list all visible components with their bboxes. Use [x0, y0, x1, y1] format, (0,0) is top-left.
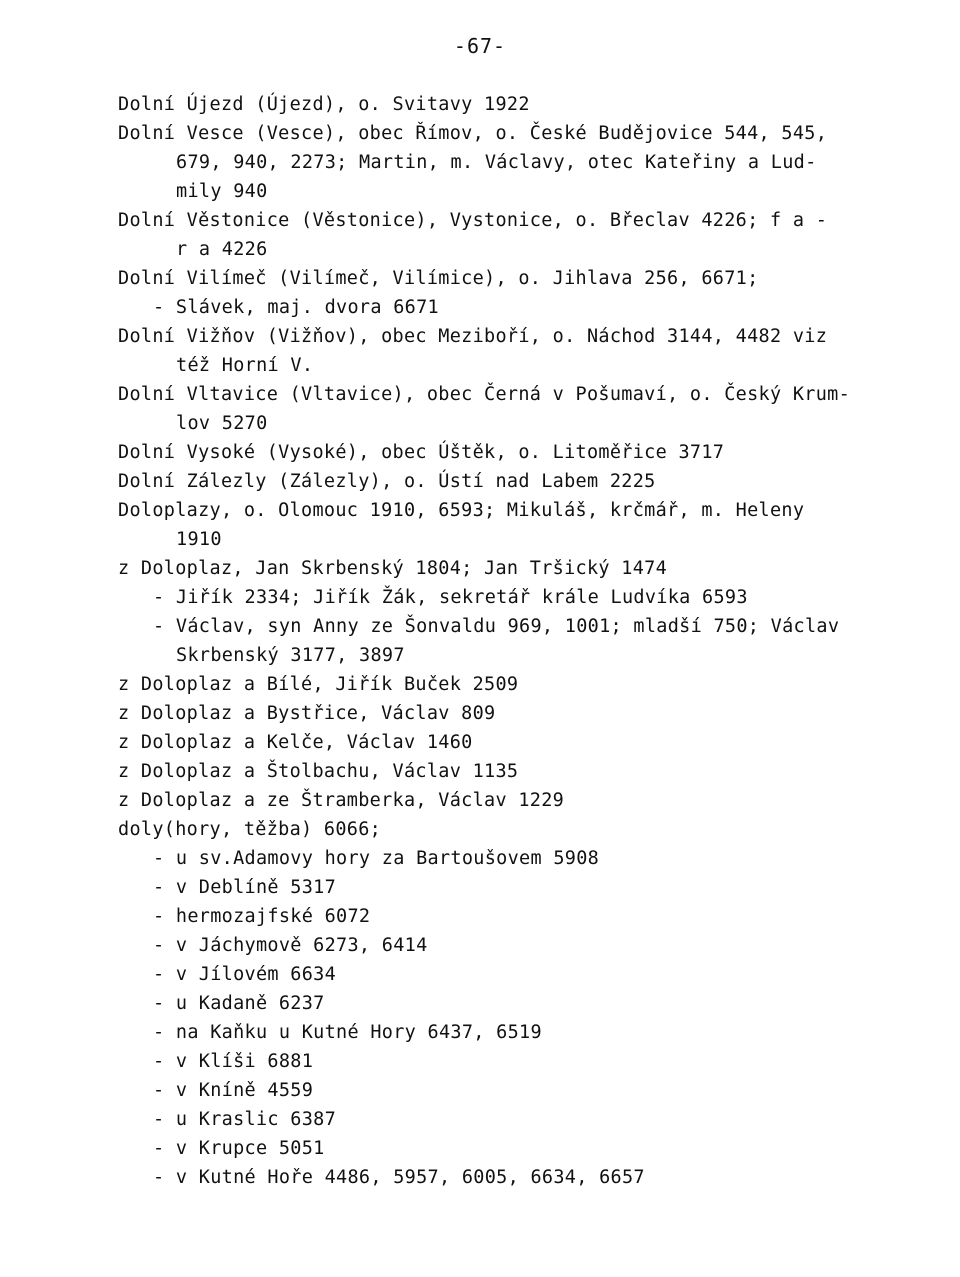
index-continuation: též Horní V. — [176, 355, 314, 376]
index-entry: z Doloplaz a ze Štramberka, Václav 1229 — [118, 790, 565, 811]
index-entry: doly(hory, těžba) 6066; — [118, 819, 382, 840]
index-subentry: - v Kníně 4559 — [153, 1080, 314, 1101]
index-entry: Dolní Vesce (Vesce), obec Římov, o. České Budějovice 544, 545, — [118, 123, 828, 144]
index-subentry: - v Klíši 6881 — [153, 1051, 314, 1072]
index-subentry: - u sv.Adamovy hory za Bartoušovem 5908 — [153, 848, 600, 869]
index-continuation: Skrbenský 3177, 3897 — [176, 645, 405, 666]
index-entry: Dolní Vilímeč (Vilímeč, Vilímice), o. Jihlava 256, 6671; — [118, 268, 759, 289]
index-entry: Doloplazy, o. Olomouc 1910, 6593; Mikuláš, krčmář, m. Heleny — [118, 500, 805, 521]
index-entry: z Doloplaz a Bystřice, Václav 809 — [118, 703, 496, 724]
index-subentry: - Václav, syn Anny ze Šonvaldu 969, 1001; mladší 750; Václav — [153, 616, 840, 637]
index-continuation: 679, 940, 2273; Martin, m. Václavy, otec Kateřiny a Lud- — [176, 152, 817, 173]
index-entry: Dolní Újezd (Újezd), o. Svitavy 1922 — [118, 94, 530, 115]
index-subentry: - Slávek, maj. dvora 6671 — [153, 297, 439, 318]
index-entry: Dolní Vysoké (Vysoké), obec Úštěk, o. Litoměřice 3717 — [118, 442, 725, 463]
index-continuation: lov 5270 — [176, 413, 268, 434]
index-subentry: - v Kutné Hoře 4486, 5957, 6005, 6634, 6657 — [153, 1167, 645, 1188]
index-subentry: - v Jáchymově 6273, 6414 — [153, 935, 428, 956]
index-continuation: 1910 — [176, 529, 222, 550]
index-entry: Dolní Vltavice (Vltavice), obec Černá v Pošumaví, o. Český Krum- — [118, 384, 851, 405]
index-continuation: r a 4226 — [176, 239, 268, 260]
index-entry: z Doloplaz, Jan Skrbenský 1804; Jan Tršický 1474 — [118, 558, 668, 579]
index-entry: z Doloplaz a Bílé, Jiřík Buček 2509 — [118, 674, 519, 695]
index-entry: z Doloplaz a Kelče, Václav 1460 — [118, 732, 473, 753]
index-entries — [118, 90, 878, 1192]
index-subentry: - v Deblíně 5317 — [153, 877, 337, 898]
index-subentry: - hermozajfské 6072 — [153, 906, 371, 927]
index-entry: Dolní Vižňov (Vižňov), obec Meziboří, o. Náchod 3144, 4482 viz — [118, 326, 828, 347]
index-subentry: - u Kadaně 6237 — [153, 993, 325, 1014]
index-continuation: mily 940 — [176, 181, 268, 202]
index-entry: Dolní Věstonice (Věstonice), Vystonice, o. Břeclav 4226; f a - — [118, 210, 828, 231]
index-entry: Dolní Zálezly (Zálezly), o. Ústí nad Labem 2225 — [118, 471, 656, 492]
index-subentry: - v Krupce 5051 — [153, 1138, 325, 1159]
index-subentry: - v Jílovém 6634 — [153, 964, 337, 985]
index-subentry: - na Kaňku u Kutné Hory 6437, 6519 — [153, 1022, 542, 1043]
index-entry: z Doloplaz a Štolbachu, Václav 1135 — [118, 761, 519, 782]
index-subentry: - u Kraslic 6387 — [153, 1109, 337, 1130]
page-number: -67- — [453, 34, 507, 58]
index-subentry: - Jiřík 2334; Jiřík Žák, sekretář krále Ludvíka 6593 — [153, 587, 748, 608]
